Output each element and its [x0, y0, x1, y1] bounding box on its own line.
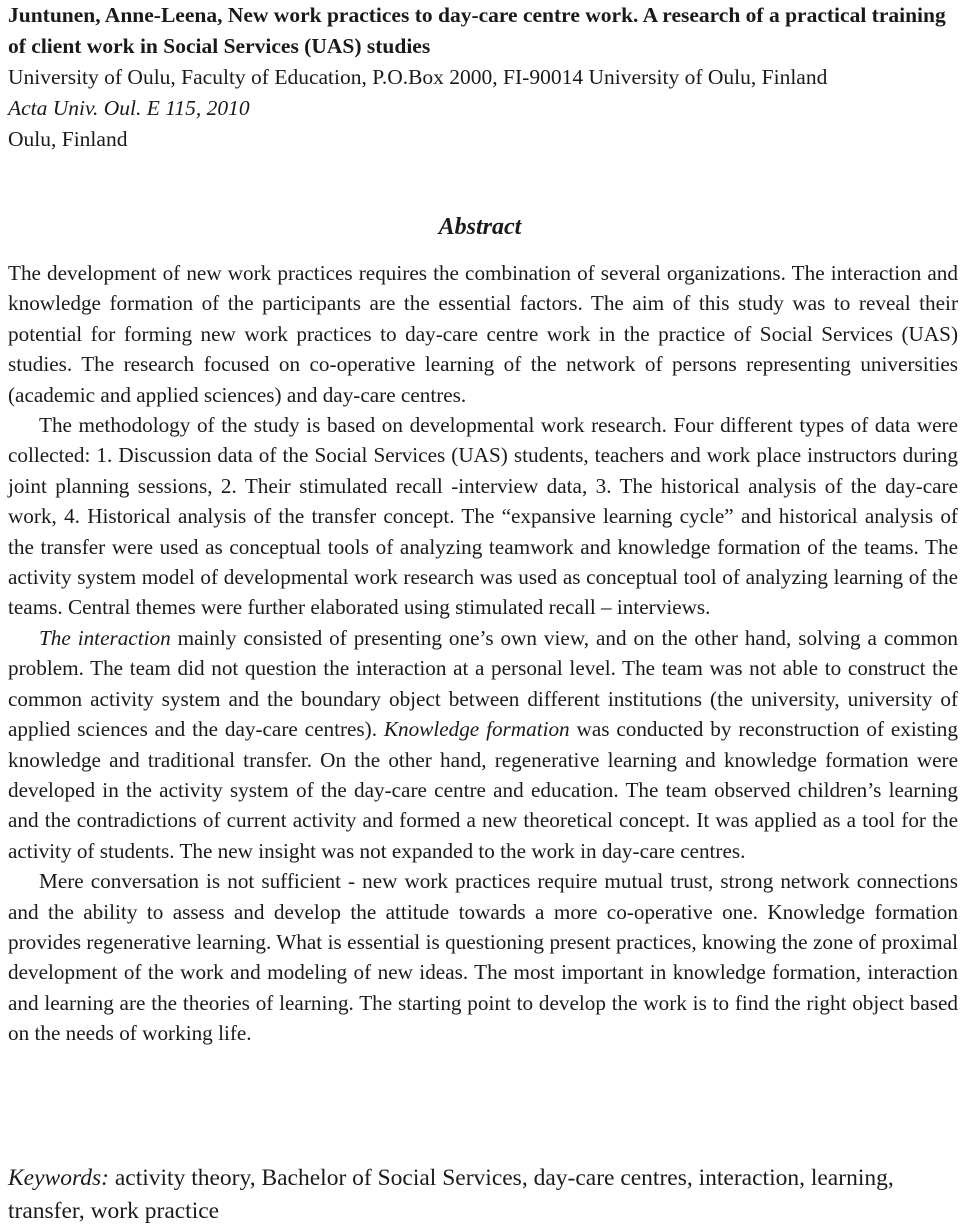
emphasis-knowledge-formation: Knowledge formation [383, 717, 570, 742]
keywords [8, 1162, 958, 1228]
affiliation: University of Oulu, Faculty of Education, P.O.Box 2000, FI-90014 University of Oulu, Finland [8, 65, 828, 89]
paragraph-3-text-a: mainly consisted of presenting one’s own view, and on the other hand, solving a common problem. The team did not question the interaction at a personal level. The team was not able to construct the common activity system and the boundary object between different institutions (the university, university of applied sciences and the day-care centres). [8, 625, 959, 742]
location: Oulu, Finland [8, 127, 128, 151]
abstract-body [8, 258, 958, 1049]
keywords-label: Keywords: [8, 1165, 109, 1191]
abstract-paragraph-3 [8, 623, 958, 866]
series-reference: Acta Univ. Oul. E 115, 2010 [8, 96, 250, 120]
abstract-heading: Abstract [438, 214, 522, 240]
paragraph-3-text-b: was conducted by reconstruction of existing knowledge and traditional transfer. On the other hand, regenerative learning and knowledge formation were developed in the activity system of the day-care centre and education. The team observed children’s learning and the contradictions of current activity and formed a new theoretical concept. It was applied as a tool for the activity of students. The new insight was not expanded to the work in day-care centres. [8, 717, 958, 863]
abstract-paragraph-4: Mere conversation is not sufficient - new work practices require mutual trust, strong network connections and the ability to assess and develop the attitude towards a more co-operative one. Knowledge formation provides regenerative learning. What is essential is questioning present practices, knowing the zone of proximal development of the work and modeling of new ideas. The most important in knowledge formation, interaction and learning are the theories of learning. The starting point to develop the work is to find the right object based on the needs of working life. [8, 869, 958, 1046]
citation-header [8, 0, 958, 155]
abstract-paragraph-1: The development of new work practices requires the combination of several organizations. The interaction and knowledge formation of the participants are the essential factors. The aim of this study was to reveal their potential for forming new work practices to day-care centre work in the practice of Social Services (UAS) studies. The research focused on co-operative learning of the network of persons representing universities (academic and applied sciences) and day-care centres. [8, 261, 958, 407]
document-title: Juntunen, Anne-Leena, New work practices to day-care centre work. A research of a practical training of client work in Social Services (UAS) studies [8, 3, 946, 58]
abstract-paragraph-2: The methodology of the study is based on developmental work research. Four different types of data were collected: 1. Discussion data of the Social Services (UAS) students, teachers and work place instructors during joint planning sessions, 2. Their stimulated recall -interview data, 3. The historical analysis of the day-care work, 4. Historical analysis of the transfer concept. The “expansive learning cycle” and historical analysis of the transfer were used as conceptual tools of analyzing teamwork and knowledge formation of the teams. The activity system model of developmental work research was used as conceptual tool of analyzing learning of the teams. Central themes were further elaborated using stimulated recall – interviews. [8, 413, 958, 620]
emphasis-interaction: The interaction [39, 625, 171, 650]
keywords-list: activity theory, Bachelor of Social Services, day-care centres, interaction, learning, transfer, work practice [8, 1165, 894, 1224]
